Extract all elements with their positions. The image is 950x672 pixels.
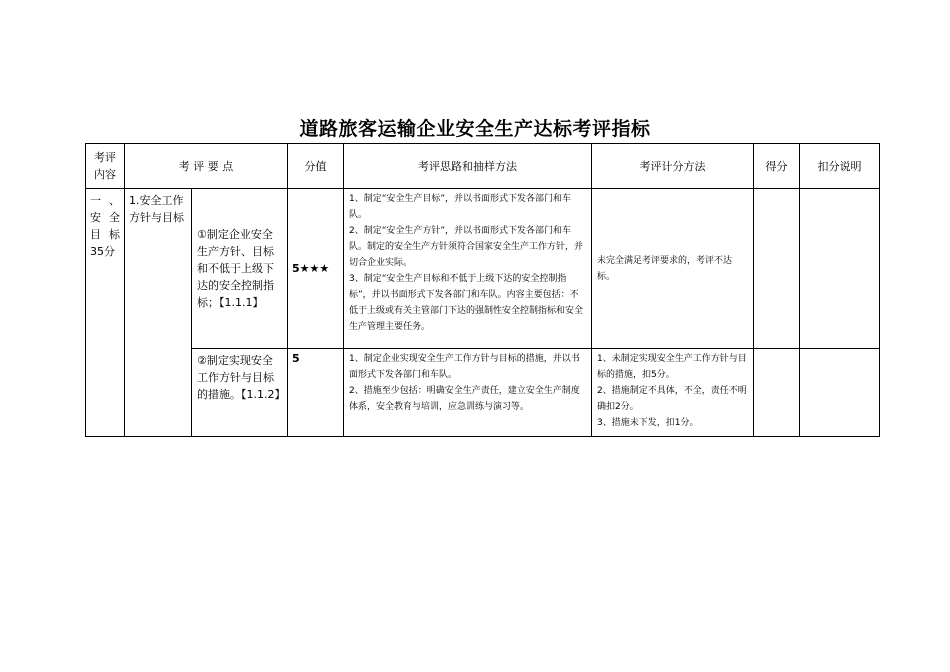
scoring-line: 1、未制定实现安全生产工作方针与目标的措施，扣5分。 (597, 354, 747, 380)
subcategory-cell: 1.安全工作方针与目标 (125, 189, 192, 437)
got-cell (754, 189, 800, 349)
deduct-cell (800, 189, 880, 349)
item-cell: ①制定企业安全生产方针、目标和不低于上级下达的安全控制指标；【1.1.1】 (192, 189, 288, 349)
scoring-cell (592, 349, 754, 437)
method-line: 1、制定企业实现安全生产工作方针与目标的措施，并以书面形式下发各部门和车队。 (349, 354, 580, 380)
method-line: 1、制定“安全生产目标”，并以书面形式下发各部门和车队。 (349, 194, 572, 220)
header-deduct: 扣分说明 (800, 144, 880, 189)
category-cell: 一、安全目标35分 (86, 189, 125, 437)
scoring-line: 2、措施制定不具体，不全，责任不明确扣2分。 (597, 386, 747, 412)
evaluation-table (85, 143, 880, 437)
scoring-line: 未完全满足考评要求的，考评不达标。 (597, 255, 733, 282)
header-method: 考评思路和抽样方法 (344, 144, 592, 189)
score-cell: 5 (288, 349, 344, 437)
method-line: 2、措施至少包括：明确安全生产责任，建立安全生产制度体系，安全教育与培训，应急训练与演习等。 (349, 386, 580, 412)
method-line: 3、制定“安全生产目标和不低于上级下达的安全控制指标”，并以书面形式下发各部门和车队。内容主要包括：不低于上级或有关主管部门下达的强制性安全控制指标和安全生产管理主要任务。 (349, 274, 584, 332)
header-got: 得分 (754, 144, 800, 189)
document-title: 道路旅客运输企业安全生产达标考评指标 (299, 118, 651, 140)
header-content: 考评内容 (86, 144, 125, 189)
header-row (86, 144, 880, 189)
table-row (86, 349, 880, 437)
header-points: 考 评 要 点 (125, 144, 288, 189)
item-cell: ②制定实现安全工作方针与目标的措施。【1.1.2】 (192, 349, 288, 437)
header-scoring: 考评计分方法 (592, 144, 754, 189)
scoring-cell (592, 189, 754, 349)
deduct-cell (800, 349, 880, 437)
method-cell (344, 189, 592, 349)
table-row (86, 189, 880, 349)
method-line: 2、制定“安全生产方针”，并以书面形式下发各部门和车队。制定的安全生产方针须符合国家安全生产工作方针，并切合企业实际。 (349, 226, 584, 268)
method-cell (344, 349, 592, 437)
score-cell: 5★★★ (288, 189, 344, 349)
scoring-line: 3、措施未下发，扣1分。 (597, 418, 699, 428)
header-score: 分值 (288, 144, 344, 189)
got-cell (754, 349, 800, 437)
